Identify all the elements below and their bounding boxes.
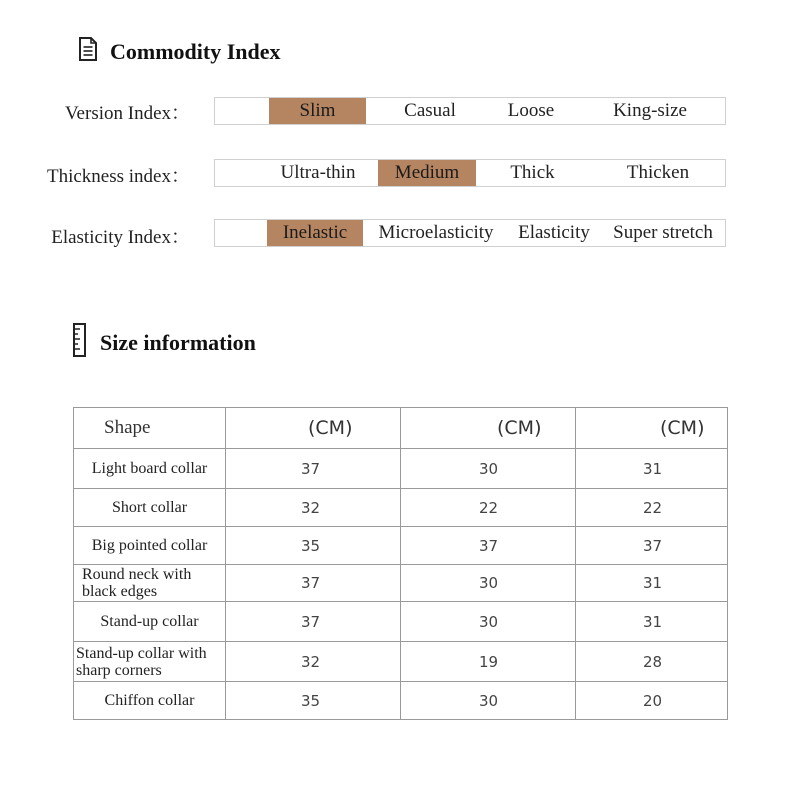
value-cell: 37 — [576, 527, 728, 565]
value-cell: 37 — [226, 449, 401, 489]
header-cm-3: (CM) — [576, 408, 728, 449]
value-cell: 28 — [576, 642, 728, 682]
value-cell: 19 — [401, 642, 576, 682]
elasticity-option-elasticity[interactable]: Elasticity — [518, 222, 590, 243]
value-cell: 22 — [401, 489, 576, 527]
elasticity-option-super-stretch[interactable]: Super stretch — [613, 222, 713, 243]
version-index-label: Version Index： — [64, 103, 190, 124]
shape-cell: Big pointed collar — [74, 527, 226, 565]
table-row — [74, 642, 728, 682]
document-icon — [78, 37, 98, 67]
table-row — [74, 565, 728, 602]
value-cell: 20 — [576, 682, 728, 720]
version-option-slim[interactable]: Slim — [269, 98, 366, 124]
value-cell: 37 — [401, 527, 576, 565]
value-cell: 32 — [226, 489, 401, 527]
shape-cell: Round neck with black edges — [74, 565, 226, 602]
table-row — [74, 449, 728, 489]
value-cell: 30 — [401, 682, 576, 720]
header-shape: Shape — [74, 408, 226, 449]
version-index-options — [214, 97, 726, 125]
value-cell: 30 — [401, 602, 576, 642]
header-cm-2: (CM) — [401, 408, 576, 449]
value-cell: 35 — [226, 682, 401, 720]
table-row — [74, 527, 728, 565]
thickness-option-ultra-thin[interactable]: Ultra-thin — [280, 162, 356, 183]
shape-cell: Light board collar — [74, 449, 226, 489]
thickness-index-label: Thickness index： — [46, 166, 190, 187]
shape-cell: Stand-up collar — [74, 602, 226, 642]
value-cell: 32 — [226, 642, 401, 682]
thickness-index-options — [214, 159, 726, 187]
size-information-title: Size information — [100, 330, 256, 355]
version-option-casual[interactable]: Casual — [404, 100, 456, 121]
thickness-option-thicken[interactable]: Thicken — [626, 162, 690, 183]
elasticity-option-microelasticity[interactable]: Microelasticity — [378, 222, 494, 243]
value-cell: 31 — [576, 449, 728, 489]
size-table — [73, 407, 728, 720]
value-cell: 22 — [576, 489, 728, 527]
table-row — [74, 682, 728, 720]
elasticity-option-inelastic[interactable]: Inelastic — [267, 220, 363, 246]
value-cell: 30 — [401, 449, 576, 489]
thickness-option-thick[interactable]: Thick — [510, 162, 555, 183]
shape-cell: Stand-up collar with sharp corners — [74, 642, 226, 682]
value-cell: 30 — [401, 565, 576, 602]
elasticity-index-label: Elasticity Index： — [51, 227, 190, 248]
value-cell: 37 — [226, 565, 401, 602]
version-option-loose[interactable]: Loose — [507, 100, 555, 121]
ruler-icon — [72, 323, 88, 363]
commodity-index-title: Commodity Index — [110, 39, 281, 64]
value-cell: 35 — [226, 527, 401, 565]
size-information-heading — [72, 323, 256, 363]
size-table-header-row — [74, 408, 728, 449]
thickness-option-medium[interactable]: Medium — [378, 160, 476, 186]
version-option-king-size[interactable]: King-size — [613, 100, 687, 121]
shape-cell: Short collar — [74, 489, 226, 527]
value-cell: 37 — [226, 602, 401, 642]
table-row — [74, 489, 728, 527]
value-cell: 31 — [576, 602, 728, 642]
value-cell: 31 — [576, 565, 728, 602]
commodity-index-heading — [78, 37, 281, 67]
elasticity-index-options — [214, 219, 726, 247]
table-row — [74, 602, 728, 642]
header-cm-1: (CM) — [226, 408, 401, 449]
shape-cell: Chiffon collar — [74, 682, 226, 720]
